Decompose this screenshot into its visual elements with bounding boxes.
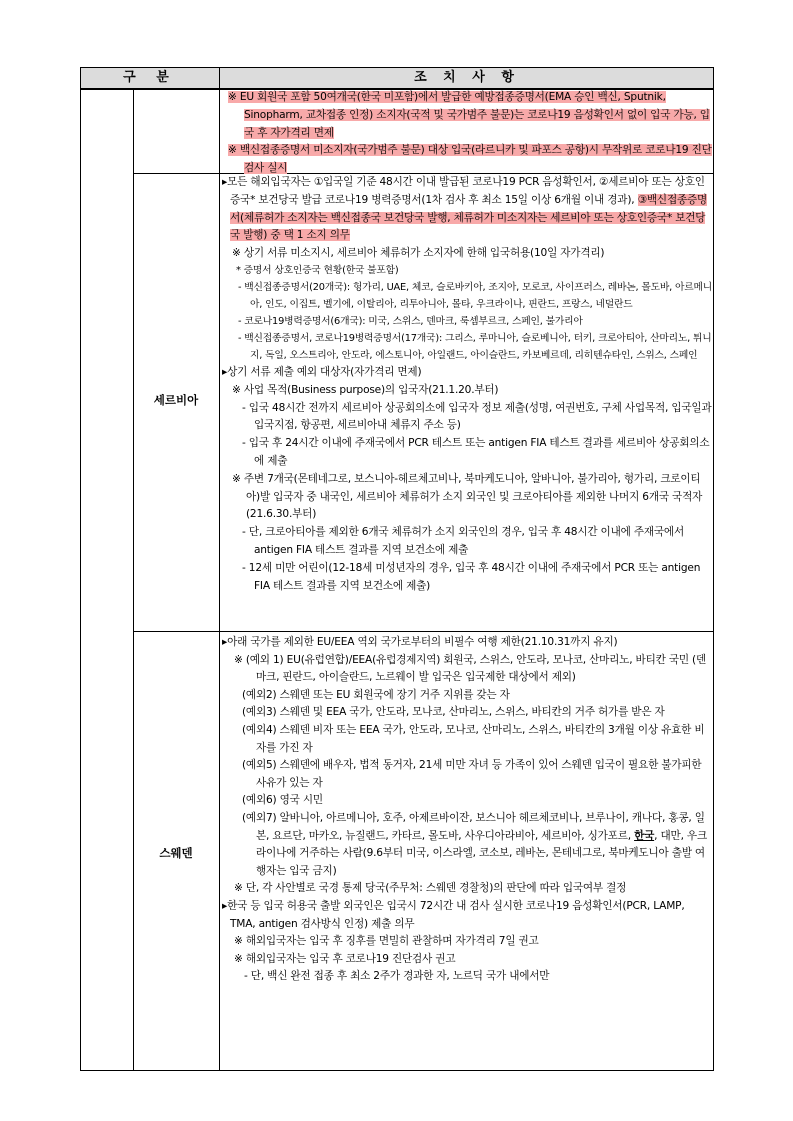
col-divider-left [133, 89, 134, 1070]
header-measures: 조 치 사 항 [219, 68, 714, 88]
sweden-border-note: ※ 단, 각 사안별로 국경 통제 당국(주무처: 스웨덴 경찰청)의 판단에 따라 입국여부 결정 [234, 882, 627, 895]
serbia-business-note: ※ 사업 목적(Business purpose)의 입국자(21.1.20.부터) [232, 383, 499, 396]
sweden-exception-7-korea: 한국 [634, 829, 655, 842]
sweden-testing-note: ※ 해외입국자는 입국 후 코로나19 진단검사 권고 [234, 952, 456, 965]
serbia-neighbor-step1: - 단, 크로아티아를 제외한 6개국 체류허가 소지 외국인의 경우, 입국 후 48시간 이내에 주재국에서 antigen FIA 테스트 결과를 지역 보건소에 제출 [242, 526, 684, 556]
sweden-vaccinated-exception: - 단, 백신 완전 접종 후 최소 2주가 경과한 자, 노르딕 국가 내에서만 [244, 970, 550, 983]
sweden-exception-7-part1: (예외7) 알바니아, 아르메니아, 호주, 아제르바이잔, 보스니아 헤르체코비나, 브루나이, 캐나다, 홍콩, 일본, 요르단, 마카오, 뉴질랜드, 카타르, 몰도바, 사우디아라비아, 세르비아, 싱가포르, [242, 811, 705, 842]
serbia-vaccine-requirement: ③백신접종증명서(체류허가 소지자는 백신접종국 보건당국 발행, 체류허가 미소지자는 세르비아 또는 상호인증국* 보건당국 발행) 중 택 1 소지 의무 [230, 193, 708, 242]
row-label-serbia: 세르비아 [153, 393, 199, 407]
sweden-exception-2: (예외2) 스웨덴 또는 EU 회원국에 장기 거주 지위를 갖는 자 [242, 688, 510, 701]
sweden-quarantine-note: ※ 해외입국자는 입국 후 징후를 면밀히 관찰하며 자가격리 7일 권고 [234, 935, 539, 948]
row-label-sweden: 스웨덴 [159, 846, 193, 860]
sweden-exception-7 [220, 810, 713, 880]
sweden-exception-3: (예외3) 스웨덴 및 EEA 국가, 안도라, 모나코, 산마리노, 스위스, 바티칸의 거주 허가를 받은 자 [242, 706, 665, 719]
sweden-test-requirement: ▸한국 등 입국 허용국 출발 외국인은 입국시 72시간 내 검사 실시한 코로나19 음성확인서(PCR, LAMP, TMA, antigen 검사방식 인정) 제출 의무 [222, 899, 685, 930]
row-divider-2 [133, 631, 713, 632]
serbia-mutual-recognition-title: * 증명서 상호인증국 현황(한국 불포함) [236, 264, 399, 276]
serbia-main-requirement: ▸모든 해외입국자는 ①입국일 기준 48시간 이내 발급된 코로나19 PCR 음성확인서, ②세르비아 또는 상호인증국* 보건당국 발급 코로나19 병력증명서(1차 검사 후 최소 15일 이상 6개월 이내 경과), [222, 176, 705, 206]
table-header [81, 68, 713, 90]
serbia-list-vaccine: - 백신접종증명서(20개국): 헝가리, UAE, 체코, 슬로바키아, 조지아, 모로코, 사이프러스, 레바논, 몰도바, 아르메니아, 인도, 이집트, 벨기에, 이탈리아, 리투아니아, 몰타, 우크라이나, 핀란드, 프랑스, 네덜란드 [238, 281, 713, 310]
serbia-business-step2: - 입국 후 24시간 이내에 주재국에서 PCR 테스트 또는 antigen FIA 테스트 결과를 세르비아 상공회의소에 제출 [242, 437, 710, 467]
row-continued-content [220, 89, 713, 178]
sweden-content [220, 634, 713, 986]
sweden-exception-1: ※ (예외 1) EU(유럽연합)/EEA(유럽경제지역) 회원국, 스위스, 안도라, 모나코, 산마리노, 바티칸 국민 (덴마크, 핀란드, 아이슬란드, 노르웨이 발 입국은 입국제한 대상에서 제외) [234, 653, 707, 684]
serbia-list-both: - 백신접종증명서, 코로나19병력증명서(17개국): 그리스, 루마니아, 슬로베니아, 터키, 크로아티아, 산마리노, 튀니지, 독일, 오스트리아, 안도라, 에스토니아, 아일랜드, 아이슬란드, 카보베르데, 리히텐슈타인, 스위스, 스페인 [238, 332, 712, 361]
sweden-exception-4: (예외4) 스웨덴 비자 또는 EEA 국가, 안도라, 모나코, 산마리노, 스위스, 바티칸의 3개월 이상 유효한 비자를 가진 자 [242, 723, 705, 754]
random-test-note: ※ 백신접종증명서 미소지자(국가범주 불문) 대상 입국(라르니카 및 파포스 공항)시 무작위로 코로나19 진단검사 실시 [228, 144, 712, 175]
sweden-main-restriction: ▸아래 국가를 제외한 EU/EEA 역외 국가로부터의 비필수 여행 제한(21.10.31까지 유지) [222, 636, 618, 648]
header-category: 구 분 [123, 70, 177, 85]
serbia-list-recovery: - 코로나19병력증명서(6개국): 미국, 스위스, 덴마크, 룩셈부르크, 스페인, 불가리아 [238, 315, 583, 327]
serbia-neighbor-step2: - 12세 미만 어린이(12-18세 미성년자의 경우, 입국 후 48시간 이내에 주재국에서 PCR 또는 antigen FIA 테스트 결과를 지역 보건소에 제출) [242, 561, 701, 592]
serbia-content [220, 174, 713, 595]
sweden-exception-7-part2: , 대만, 우크라이나에 거주하는 사람(9.6부터 미국, 이스라엘, 코소보, 레바논, 몬테네그로, 북마케도니아 출발 여행자는 입국 금지) [256, 829, 707, 877]
sweden-exception-6: (예외6) 영국 시민 [242, 794, 323, 807]
serbia-note-residence: ※ 상기 서류 미소지시, 세르비아 체류허가 소지자에 한해 입국허용(10일 자가격리) [232, 247, 605, 260]
measures-table [80, 67, 714, 1071]
serbia-neighbor-note: ※ 주변 7개국(몬테네그로, 보스니아-헤르체고비나, 북마케도니아, 알바니아, 불가리아, 헝가리, 크로이티아)발 입국자 중 내국인, 세르비아 체류허가 소지 외국인 및 크로아티아를 제외한 나머지 6개국 국적자(21.6.30.부터) [232, 472, 703, 521]
serbia-business-step1: - 입국 48시간 전까지 세르비아 상공회의소에 입국자 정보 제출(성명, 여권번호, 구체 사업목적, 입국일과 입국지점, 항공편, 세르비아내 체류지 주소 등) [242, 401, 712, 432]
serbia-exempt-title: ▸상기 서류 제출 예외 대상자(자가격리 면제) [222, 365, 422, 378]
vaccine-cert-note: ※ EU 회원국 포함 50여개국(한국 미포함)에서 발급한 예방접종증명서(EMA 승인 백신, Sputnik, Sinopharm, 교차접종 인정) 소지자(국적 및 국가범주 불문)는 코로나19 음성확인서 없이 입국 가능, 입국 후 자가격리 면제 [228, 91, 710, 139]
sweden-exception-5: (예외5) 스웨덴에 배우자, 법적 동거자, 21세 미만 자녀 등 가족이 있어 스웨덴 입국이 필요한 불가피한 사유가 있는 자 [242, 759, 702, 789]
